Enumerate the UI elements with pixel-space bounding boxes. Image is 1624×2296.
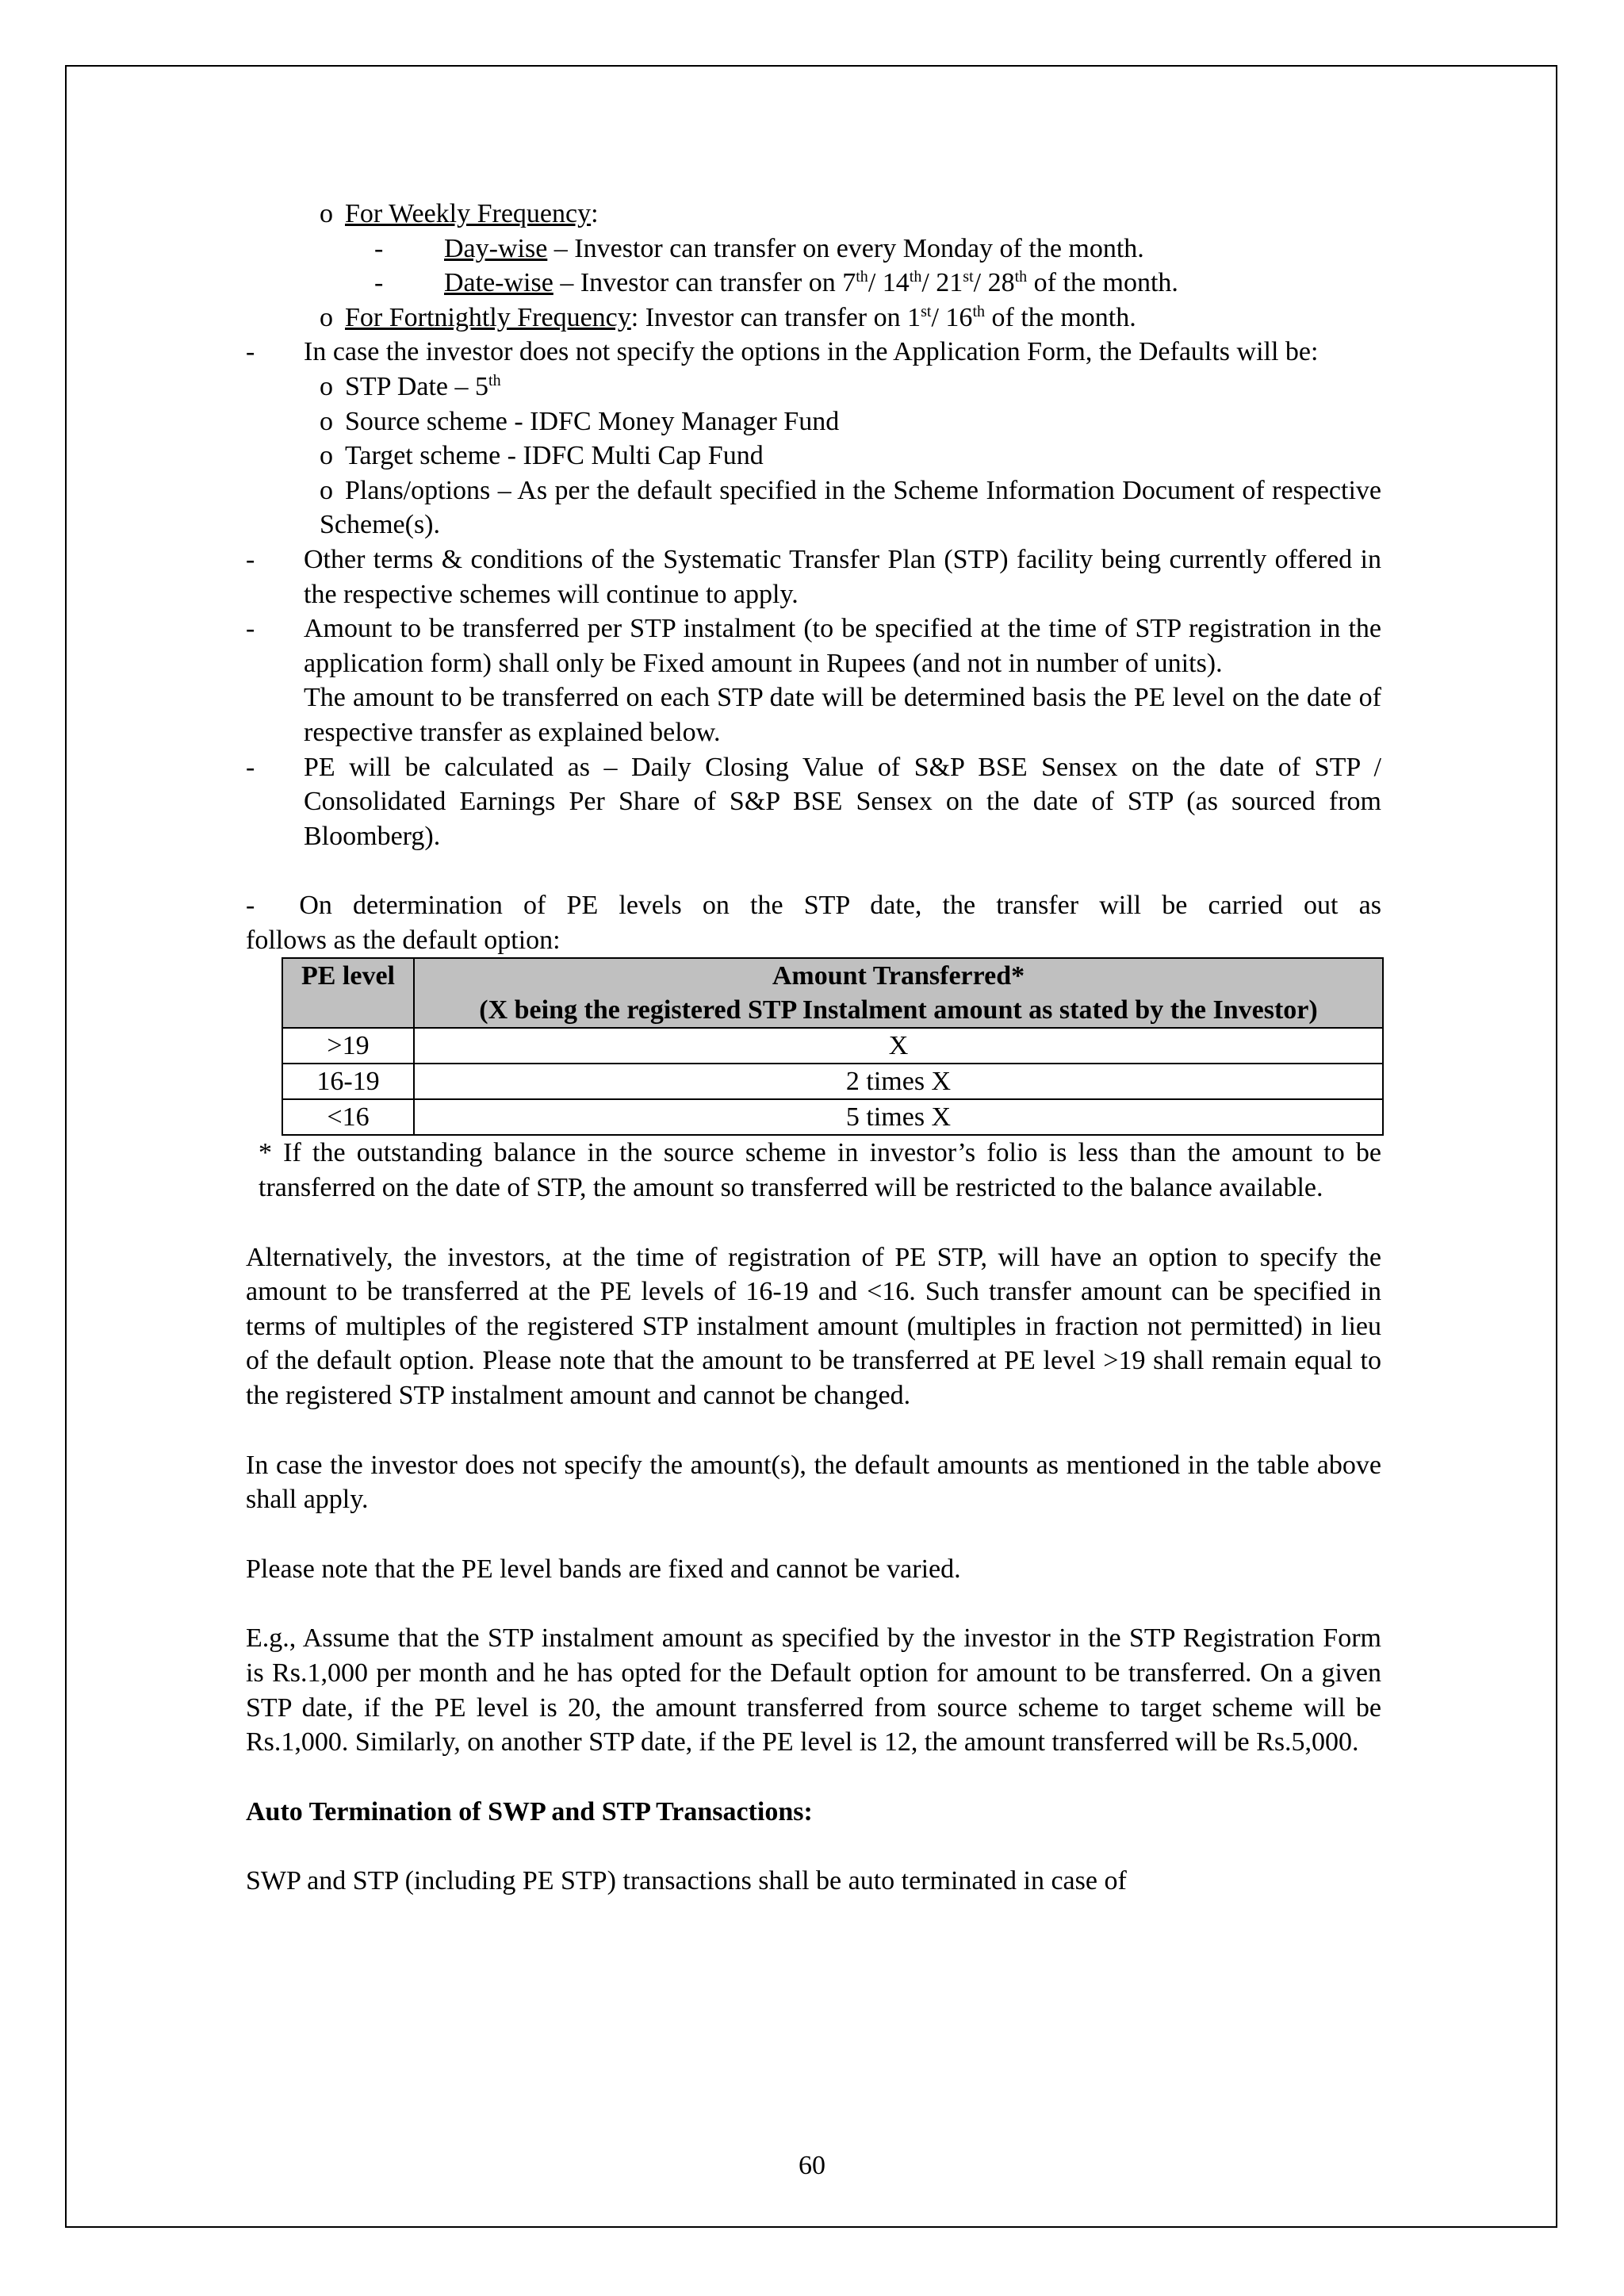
day-wise-label: Day-wise bbox=[444, 233, 548, 263]
weekly-frequency-label: For Weekly Frequency bbox=[345, 199, 592, 228]
table-row: <16 5 times X bbox=[282, 1099, 1383, 1135]
auto-termination-heading: Auto Termination of SWP and STP Transactions: bbox=[246, 1796, 813, 1826]
determination-line-1: - On determination of PE levels on the STP date, the transfer will be carried out as bbox=[246, 891, 1381, 921]
defaults-intro: - In case the investor does not specify the options in the Application Form, the Defaults will be: bbox=[246, 337, 1319, 367]
date-wise-label: Date-wise bbox=[444, 268, 553, 298]
example-paragraph: E.g., Assume that the STP instalment amount as specified by the investor in the STP Registration Form is Rs.1,000 per month and he has opted for the Default option for amount to be transferred. On a given STP date, if the PE level is 20, the amount transferred from source scheme to target scheme will be Rs.1,000. Similarly, on another STP date, if the PE level is 12, the amount transferred will be Rs.5,000. bbox=[246, 1623, 1381, 1757]
col-header-amount: Amount Transferred* (X being the registered STP Instalment amount as stated by the Investor) bbox=[414, 958, 1383, 1028]
table-row: 16-19 2 times X bbox=[282, 1064, 1383, 1099]
other-terms-bullet: - Other terms & conditions of the Systematic Transfer Plan (STP) facility being currently offered in the respective schemes will continue to apply. bbox=[246, 544, 1381, 609]
pe-calculation-bullet: - PE will be calculated as – Daily Closing Value of S&P BSE Sensex on the date of STP / Consolidated Earnings Per Share of S&P BSE Sensex on the date of STP (as sourced from Bloomberg). bbox=[246, 752, 1381, 851]
document-body bbox=[246, 197, 1381, 1899]
default-stp-date: o STP Date – 5th bbox=[320, 371, 501, 401]
weekly-frequency-item: o For Weekly Frequency: bbox=[246, 197, 1381, 232]
table-footnote: * If the outstanding balance in the source scheme in investor’s folio is less than the amount to be transferred on the date of STP, the amount so transferred will be restricted to the balance available. bbox=[259, 1138, 1381, 1203]
date-wise-item: - Date-wise – Investor can transfer on 7th/ 14th/ 21st/ 28th of the month. bbox=[374, 268, 1178, 298]
fortnightly-frequency-item: o For Fortnightly Frequency: Investor can transfer on 1st/ 16th of the month. bbox=[320, 302, 1136, 332]
in-case-paragraph: In case the investor does not specify the amount(s), the default amounts as mentioned in the table above shall apply. bbox=[246, 1450, 1381, 1515]
page-number: 60 bbox=[799, 2151, 825, 2180]
determination-line-2: follows as the default option: bbox=[246, 925, 561, 955]
day-wise-text: – Investor can transfer on every Monday of the month. bbox=[547, 233, 1144, 263]
pe-level-table bbox=[282, 957, 1384, 1136]
fortnightly-frequency-label: For Fortnightly Frequency bbox=[345, 302, 631, 332]
default-target-scheme: o Target scheme - IDFC Multi Cap Fund bbox=[320, 441, 764, 471]
amount-bullet: - Amount to be transferred per STP instalment (to be specified at the time of STP registration in the application form) shall only be Fixed amount in Rupees (and not in number of units). bbox=[246, 614, 1381, 678]
default-source-scheme: o Source scheme - IDFC Money Manager Fund bbox=[320, 406, 840, 436]
default-plans-options: o Plans/options – As per the default specified in the Scheme Information Document of respective Scheme(s). bbox=[320, 475, 1381, 540]
col-header-pe-level: PE level bbox=[282, 958, 414, 1028]
table-row: >19 X bbox=[282, 1028, 1383, 1064]
amount-continuation: The amount to be transferred on each STP date will be determined basis the PE level on the date of respective transfer as explained below. bbox=[304, 683, 1381, 747]
bullet-marker: o bbox=[320, 199, 333, 228]
day-wise-item: - Day-wise – Investor can transfer on every Monday of the month. bbox=[374, 233, 1144, 263]
bands-paragraph: Please note that the PE level bands are fixed and cannot be varied. bbox=[246, 1554, 961, 1584]
alternatively-paragraph: Alternatively, the investors, at the time of registration of PE STP, will have an option to specify the amount to be transferred at the PE levels of 16-19 and <16. Such transfer amount can be specified in terms of multiples of the registered STP instalment amount (multiples in fraction not permitted) in lieu of the default option. Please note that the amount to be transferred at PE level >19 shall remain equal to the registered STP instalment amount and cannot be changed. bbox=[246, 1242, 1381, 1411]
auto-termination-text: SWP and STP (including PE STP) transactions shall be auto terminated in case of bbox=[246, 1866, 1127, 1896]
